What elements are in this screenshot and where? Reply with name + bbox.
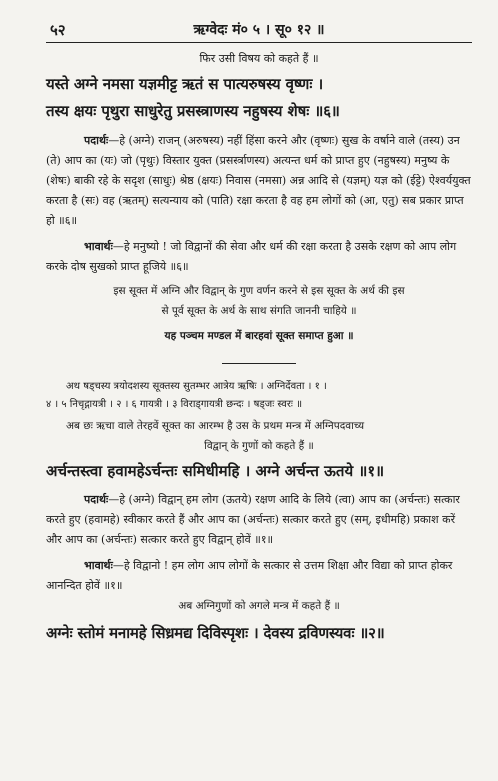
bhavartha-paragraph-1 — [46, 237, 472, 277]
running-title: ऋग्वेदः मं० ५ । सू० १२ ॥ — [193, 22, 325, 38]
section2-intro-line2: विद्वान् के गुणों को कहते हैं ॥ — [204, 440, 314, 452]
padartha-paragraph-1 — [46, 131, 472, 231]
section1-intro: फिर उसी विषय को कहते हैं ॥ — [199, 52, 319, 65]
bhavartha-text-2: —हे विद्वानो ! हम लोग आप लोगों के सत्कार से उत्तम शिक्षा और विद्या को प्राप्त होकर आनन्दित होवें ॥१॥ — [46, 559, 453, 592]
mantra-6-line2: तस्य क्षयः पृथुरा साधुरेतु प्रसस्त्राणस्य नहुषस्य शेषः ॥६॥ — [46, 102, 340, 120]
padartha-text-2: —हे (अग्ने) विद्वान् हम लोग (ऊतये) रक्षण आदि के लिये (त्वा) आप का (अर्चन्तः) सत्कार करते हुए (हवामहे) स्वीकार करते हैं और आप का (अर्चन्तः) सत्कार करते हुए (सम्, इधीमहि) प्रकाश करें और आप का (अर्चन्तः) सत्कार करते हुए विद्वान् होवें ॥१॥ — [46, 493, 460, 546]
padartha-label-2: पदार्थः — [84, 493, 109, 506]
next-mantra-intro: अब अग्निगुणों को अगले मन्त्र में कहते हैं ॥ — [178, 600, 340, 612]
page-header — [46, 20, 472, 43]
bhavartha-paragraph-2 — [46, 556, 472, 596]
sukta-meta-line1: अथ षड्चस्य त्रयोदशस्य सूक्तस्य सुतम्भर आत्रेय ऋषिः । अग्निर्देवता । १ । — [66, 381, 327, 392]
sukta-note-line1: इस सूक्त में अग्नि और विद्वान् के गुण वर्णन करने से इस सूक्त के अर्थ की इस — [113, 285, 405, 297]
page-number: ५२ — [50, 21, 66, 39]
sukta-end-note: यह पञ्चम मण्डल में बारहवां सूक्त समाप्त हुआ ॥ — [164, 330, 354, 342]
section-divider — [222, 363, 296, 364]
padartha-paragraph-2 — [46, 490, 472, 550]
padartha-label: पदार्थः — [84, 134, 109, 147]
bhavartha-label-2: भावार्थः — [84, 559, 113, 572]
sukta-note-line2: से पूर्व सूक्त के अर्थ के साथ संगति जाननी चाहिये ॥ — [161, 305, 357, 317]
padartha-text: —हे (अग्ने) राजन् (अरुषस्य) नहीं हिंसा करने और (वृष्णः) सुख के वर्षाने वाले (तस्य) उन (ते) आप का (यः) जो (पृथुः) विस्तार युक्त (प्रसर्स्त्राणस्य) अत्यन्त धर्म को प्राप्त हुए (नहुषस्य) मनुष्य के (शेषः) बाकी रहे के सदृश (साधुः) श्रेष्ठ (क्षयः) निवास (नमसा) अन्न आदि से (यज्ञम्) यज्ञ को (ईट्टे) ऐश्वर्ययुक्त करता है (सः) वह (ऋतम्) सत्यन्याय को (पाति) रक्षा करता है वह हम लोगों को (आ, एतु) सब प्रकार प्राप्त हो ॥६॥ — [46, 134, 471, 227]
mantra-6-line1: यस्ते अग्ने नमसा यज्ञमीट्ट ऋतं स पात्यरुषस्य वृष्णः । — [46, 75, 324, 93]
sukta-meta-line2: ४ । ५ निचृद्गायत्री । २ । ६ गायत्री । ३ विराड्गायत्री छन्दः । षड्जः स्वरः ॥ — [46, 399, 303, 410]
mantra-2: अग्नेः स्तोमं मनामहे सिध्रमद्य दिविस्पृशः । देवस्य द्रविणस्यवः ॥२॥ — [46, 624, 385, 642]
section2-intro-line1: अब छः ऋचा वाले तेरहवें सूक्त का आरम्भ है उस के प्रथम मन्त्र में अग्निपदवाच्य — [66, 420, 365, 432]
mantra-1: अर्चन्तस्त्वा हवामहेऽर्चन्तः समिधीमहि । अग्ने अर्चन्त ऊतये ॥१॥ — [46, 462, 385, 480]
bhavartha-text: —हे मनुष्यो ! जो विद्वानों की सेवा और धर्म की रक्षा करता है उसके रक्षण को आप लोग करके दोष सुखको प्राप्त हूजिये ॥६॥ — [46, 240, 457, 273]
bhavartha-label: भावार्थः — [84, 240, 113, 253]
